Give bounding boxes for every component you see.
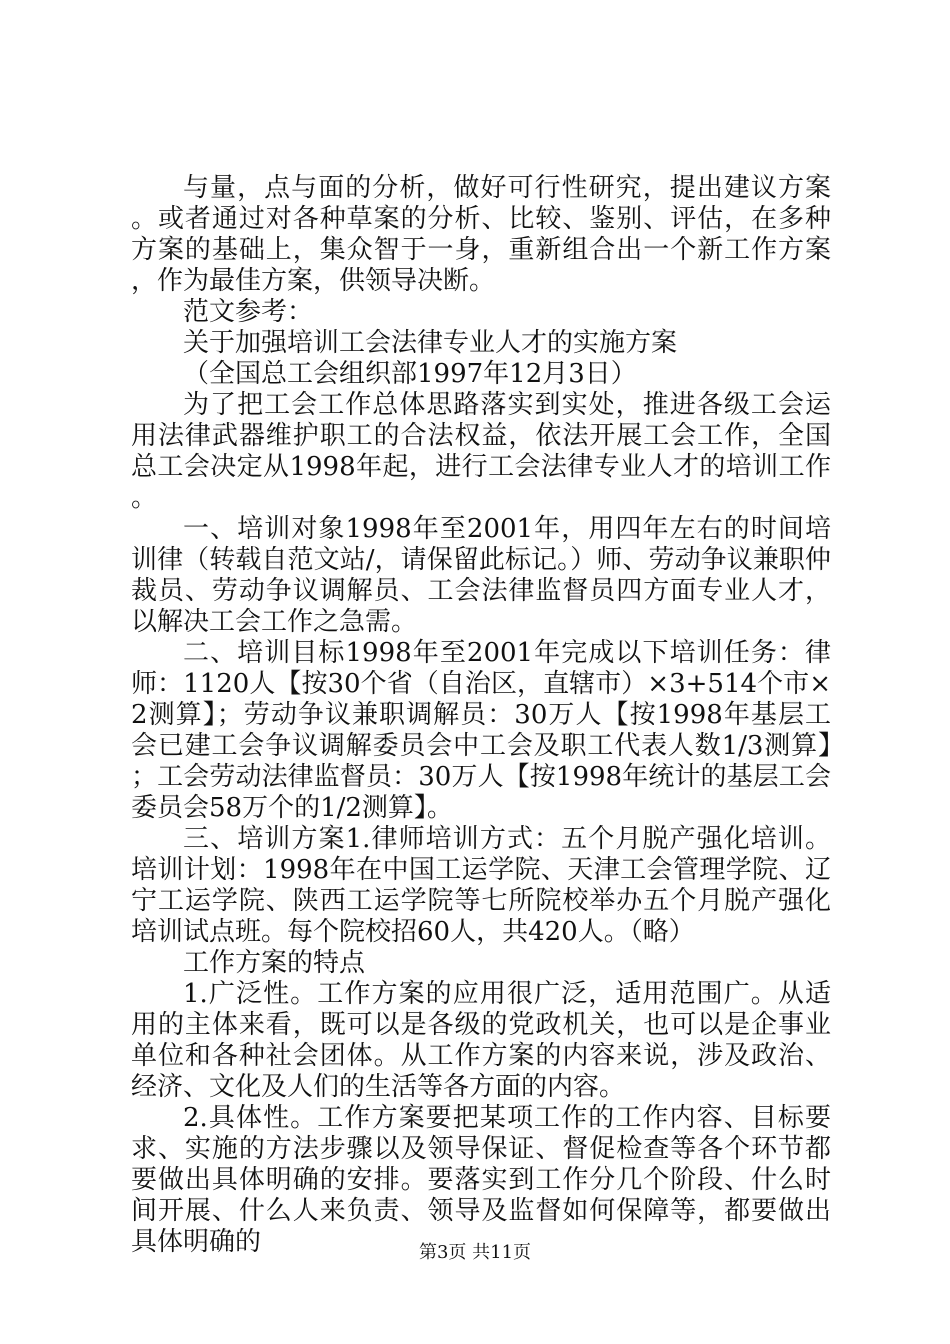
paragraph: 二、培训目标1998年至2001年完成以下培训任务：律师：1120人【按30个省（自治区，直辖市）×3+514个市×2测算】；劳动争议兼职调解员：30万人【按1998年基层工会已建工会争议调解委员会中工会及职工代表人数1/3测算】；工会劳动法律监督员：30万人【按1998年统计的基层工会委员会58万个的1/2测算】。 [131,638,831,823]
document-body [131,173,831,1258]
page-number: 第3页 共11页 [418,1242,532,1263]
paragraph: 1.广泛性。工作方案的应用很广泛，适用范围广。从适用的主体来看，既可以是各级的党政机关，也可以是企事业单位和各种社会团体。从工作方案的内容来说，涉及政治、经济、文化及人们的生活等各方面的内容。 [131,979,831,1102]
paragraph: 为了把工会工作总体思路落实到实处，推进各级工会运用法律武器维护职工的合法权益，依法开展工会工作，全国总工会决定从1998年起，进行工会法律专业人才的培训工作。 [131,390,831,513]
paragraph: （全国总工会组织部1997年12月3日） [183,359,637,389]
page-footer [0,1241,950,1265]
paragraph: 三、培训方案1.律师培训方式：五个月脱产强化培训。培训计划：1998年在中国工运学院、天津工会管理学院、辽宁工运学院、陕西工运学院等七所院校举办五个月脱产强化培训试点班。每个院校招60人，共420人。（略） [131,824,831,947]
paragraph: 范文参考： [183,297,314,327]
paragraph: 与量，点与面的分析，做好可行性研究，提出建议方案。或者通过对各种草案的分析、比较、鉴别、评估，在多种方案的基础上，集众智于一身，重新组合出一个新工作方案，作为最佳方案，供领导决断。 [131,173,831,296]
paragraph: 关于加强培训工会法律专业人才的实施方案 [183,328,678,358]
paragraph: 工作方案的特点 [183,948,366,978]
paragraph: 2.具体性。工作方案要把某项工作的工作内容、目标要求、实施的方法步骤以及领导保证、督促检查等各个环节都要做出具体明确的安排。要落实到工作分几个阶段、什么时间开展、什么人来负责、领导及监督如何保障等，都要做出具体明确的 [131,1103,831,1257]
paragraph: 一、培训对象1998年至2001年，用四年左右的时间培训律（转载自范文站/，请保留此标记。）师、劳动争议兼职仲裁员、劳动争议调解员、工会法律监督员四方面专业人才，以解决工会工作之急需。 [131,514,831,637]
